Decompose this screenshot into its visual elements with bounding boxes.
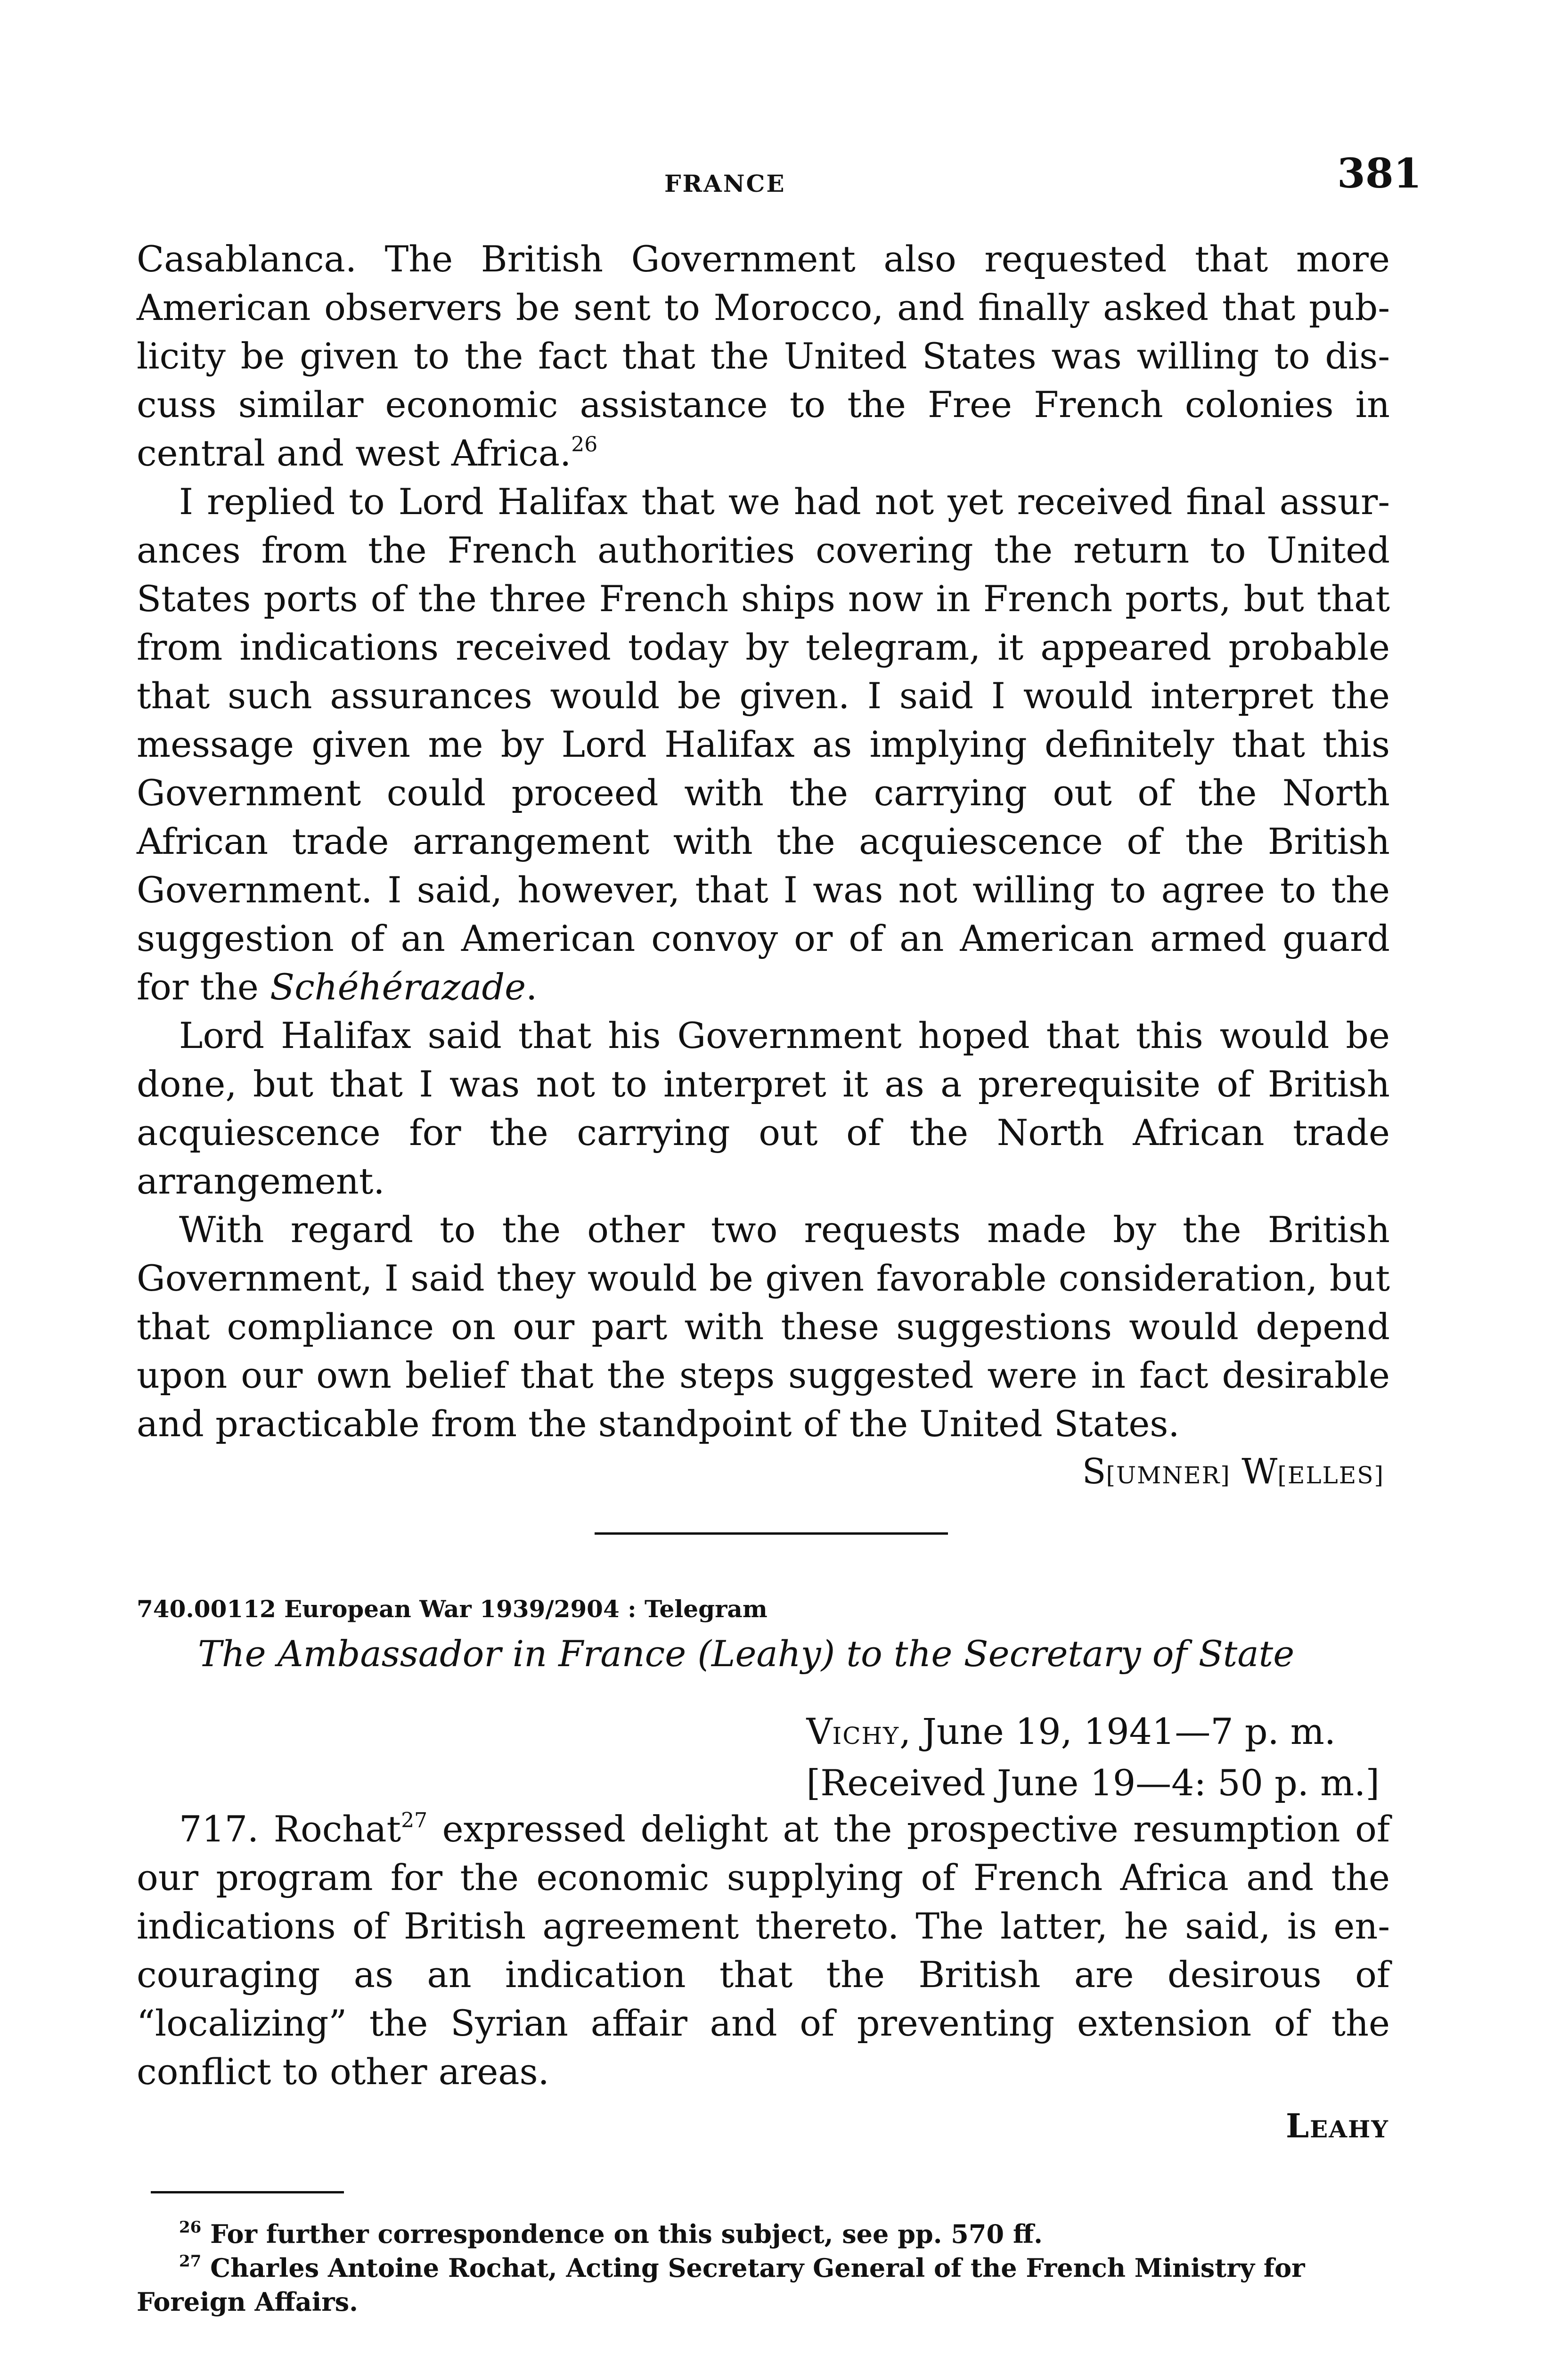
telegram-body: [137, 1805, 1390, 2096]
footnote-27: $^{27}$ Charles Antoine Rochat, Acting Secretary General of the French Ministry for Foreign Affairs.: [137, 2252, 1305, 2317]
document-title: The Ambassador in France (Leahy) to the Secretary of State: [198, 1633, 1295, 1675]
telegram-paragraph: 717. Rochat$^{27}$ expressed delight at the prospective resumption of our program for the economic supplying of French Africa and the indications of British agreement thereto. The latter, he said, is encouraging as an indication that the British are desirous of “localizing” the Syrian affair and of preventing extension of the conflict to other areas.: [137, 1808, 1390, 2093]
footnotes: [137, 2217, 1399, 2319]
footnote-ref-26[interactable]: 26: [571, 433, 598, 457]
footnote-ref-27[interactable]: 27: [401, 1808, 428, 1832]
dateline: [807, 1708, 1380, 1807]
section-divider: [595, 1532, 948, 1535]
telegram-signature: LEAHY: [1285, 2106, 1389, 2145]
footnote-26: $^{26}$ For further correspondence on this subject, see pp. 570 ff.: [179, 2218, 1043, 2249]
file-reference: 740.00112 European War 1939/2904 : Telegram: [137, 1595, 768, 1623]
page-number: 381: [1337, 150, 1422, 197]
dateline-received: [Received June 19—4: 50 p. m.]: [806, 1762, 1380, 1804]
memo-paragraph-1: Casablanca. The British Government also requested that more American observers be sent to Morocco, and finally asked that publicity be given to the fact that the United States was willing to discuss similar economic assistance to the Free French colonies in central and west Africa.$^{26}$: [137, 238, 1390, 474]
running-head: FRANCE: [664, 170, 786, 197]
memo-signature: S[UMNER] W[ELLES]: [1082, 1451, 1384, 1492]
memo-paragraph-4: With regard to the other two requests made by the British Government, I said they would be given favorable consideration, but that compliance on our part with these suggestions would depend upon our own belief that the steps suggested were in fact desirable and practicable from the standpoint of the United States.: [137, 1209, 1390, 1445]
footnote-divider: [151, 2191, 344, 2193]
dateline-place-date: VICHY, June 19, 1941—7 p. m.: [806, 1710, 1336, 1752]
memo-paragraph-3: Lord Halifax said that his Government hoped that this would be done, but that I was not to interpret it as a prerequisite of British acquiescence for the carrying out of the North African trade arrangement.: [137, 1014, 1390, 1202]
memorandum-body: [137, 235, 1390, 1448]
ship-name: Schéhérazade: [270, 966, 526, 1008]
memo-paragraph-2: I replied to Lord Halifax that we had not yet received final assurances from the French authorities covering the return to United States ports of the three French ships now in French ports, but that from indications received today by telegram, it appeared probable that such assurances would be given. I said I would interpret the message given me by Lord Halifax as implying definitely that this Government could proceed with the carrying out of the North African trade arrangement with the acquiescence of the British Government. I said, however, that I was not willing to agree to the suggestion of an American convoy or of an American armed guard for the Schéhérazade.: [137, 481, 1390, 1008]
